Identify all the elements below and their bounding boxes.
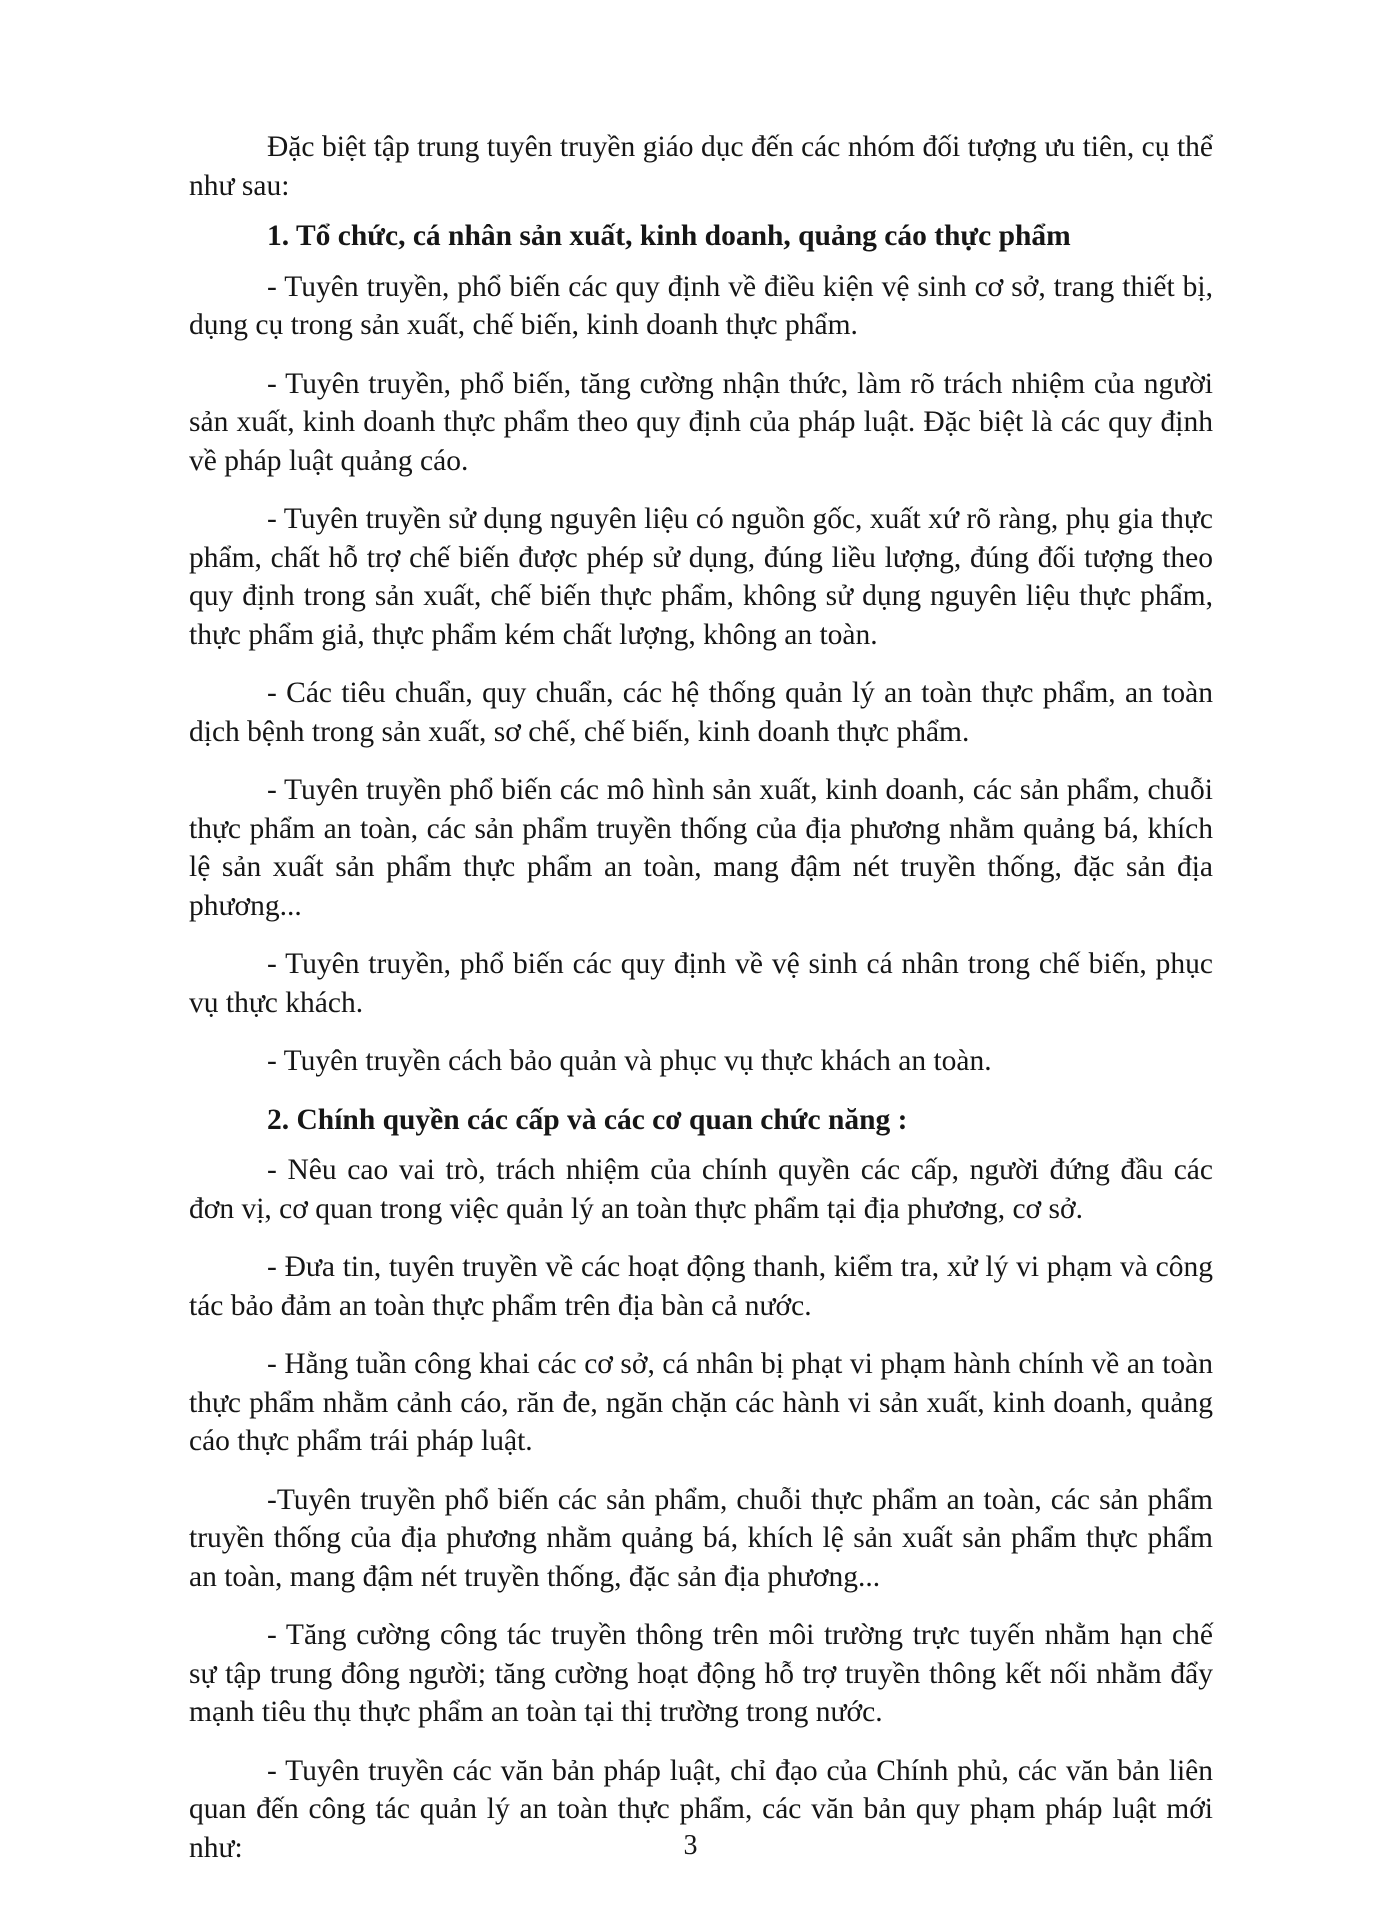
section-2-paragraph-5: - Tăng cường công tác truyền thông trên môi trường trực tuyến nhằm hạn chế sự tập trung đông người; tăng cường hoạt động hỗ trợ truyền thông kết nối nhằm đẩy mạnh tiêu thụ thực phẩm an toàn tại thị trường trong nước. bbox=[189, 1619, 1213, 1728]
section-1-paragraph-1: - Tuyên truyền, phổ biến các quy định về điều kiện vệ sinh cơ sở, trang thiết bị, dụng cụ trong sản xuất, chế biến, kinh doanh thực phẩm. bbox=[189, 270, 1213, 341]
section-1-paragraph-6: - Tuyên truyền, phổ biến các quy định về vệ sinh cá nhân trong chế biến, phục vụ thực khách. bbox=[189, 948, 1213, 1019]
section-1-paragraph-7: - Tuyên truyền cách bảo quản và phục vụ thực khách an toàn. bbox=[267, 1045, 992, 1077]
section-2-paragraph-2: - Đưa tin, tuyên truyền về các hoạt động thanh, kiểm tra, xử lý vi phạm và công tác bảo đảm an toàn thực phẩm trên địa bàn cả nước. bbox=[189, 1251, 1213, 1322]
section-2-paragraph-1: - Nêu cao vai trò, trách nhiệm của chính quyền các cấp, người đứng đầu các đơn vị, cơ quan trong việc quản lý an toàn thực phẩm tại địa phương, cơ sở. bbox=[189, 1154, 1213, 1225]
section-1-paragraph-5: - Tuyên truyền phổ biến các mô hình sản xuất, kinh doanh, các sản phẩm, chuỗi thực phẩm an toàn, các sản phẩm truyền thống của địa phương nhằm quảng bá, khích lệ sản xuất sản phẩm thực phẩm an toàn, mang đậm nét truyền thống, đặc sản địa phương... bbox=[189, 774, 1213, 922]
section-2-paragraph-6: - Tuyên truyền các văn bản pháp luật, chỉ đạo của Chính phủ, các văn bản liên quan đến công tác quản lý an toàn thực phẩm, các văn bản quy phạm pháp luật mới như: bbox=[189, 1754, 1213, 1864]
section-2-heading: 2. Chính quyền các cấp và các cơ quan chức năng : bbox=[267, 1103, 908, 1136]
section-1-paragraph-2: - Tuyên truyền, phổ biến, tăng cường nhận thức, làm rõ trách nhiệm của người sản xuất, kinh doanh thực phẩm theo quy định của pháp luật. Đặc biệt là các quy định về pháp luật quảng cáo. bbox=[189, 367, 1213, 477]
section-2-paragraph-4: -Tuyên truyền phổ biến các sản phẩm, chuỗi thực phẩm an toàn, các sản phẩm truyền thống của địa phương nhằm quảng bá, khích lệ sản xuất sản phẩm thực phẩm an toàn, mang đậm nét truyền thống, đặc sản địa phương... bbox=[189, 1483, 1213, 1593]
section-2-paragraph-3: - Hằng tuần công khai các cơ sở, cá nhân bị phạt vi phạm hành chính về an toàn thực phẩm nhằm cảnh cáo, răn đe, ngăn chặn các hành vi sản xuất, kinh doanh, quảng cáo thực phẩm trái pháp luật. bbox=[189, 1348, 1213, 1457]
document-body bbox=[189, 128, 1213, 1887]
intro-paragraph: Đặc biệt tập trung tuyên truyền giáo dục đến các nhóm đối tượng ưu tiên, cụ thể như sau: bbox=[189, 131, 1213, 202]
page-number: 3 bbox=[683, 1830, 698, 1861]
section-1-heading: 1. Tổ chức, cá nhân sản xuất, kinh doanh, quảng cáo thực phẩm bbox=[267, 220, 1071, 252]
section-1-paragraph-3: - Tuyên truyền sử dụng nguyên liệu có nguồn gốc, xuất xứ rõ ràng, phụ gia thực phẩm, chất hỗ trợ chế biến được phép sử dụng, đúng liều lượng, đúng đối tượng theo quy định trong sản xuất, chế biến thực phẩm, không sử dụng nguyên liệu thực phẩm, thực phẩm giả, thực phẩm kém chất lượng, không an toàn. bbox=[189, 503, 1213, 651]
section-1-paragraph-4: - Các tiêu chuẩn, quy chuẩn, các hệ thống quản lý an toàn thực phẩm, an toàn dịch bệnh trong sản xuất, sơ chế, chế biến, kinh doanh thực phẩm. bbox=[189, 677, 1213, 748]
